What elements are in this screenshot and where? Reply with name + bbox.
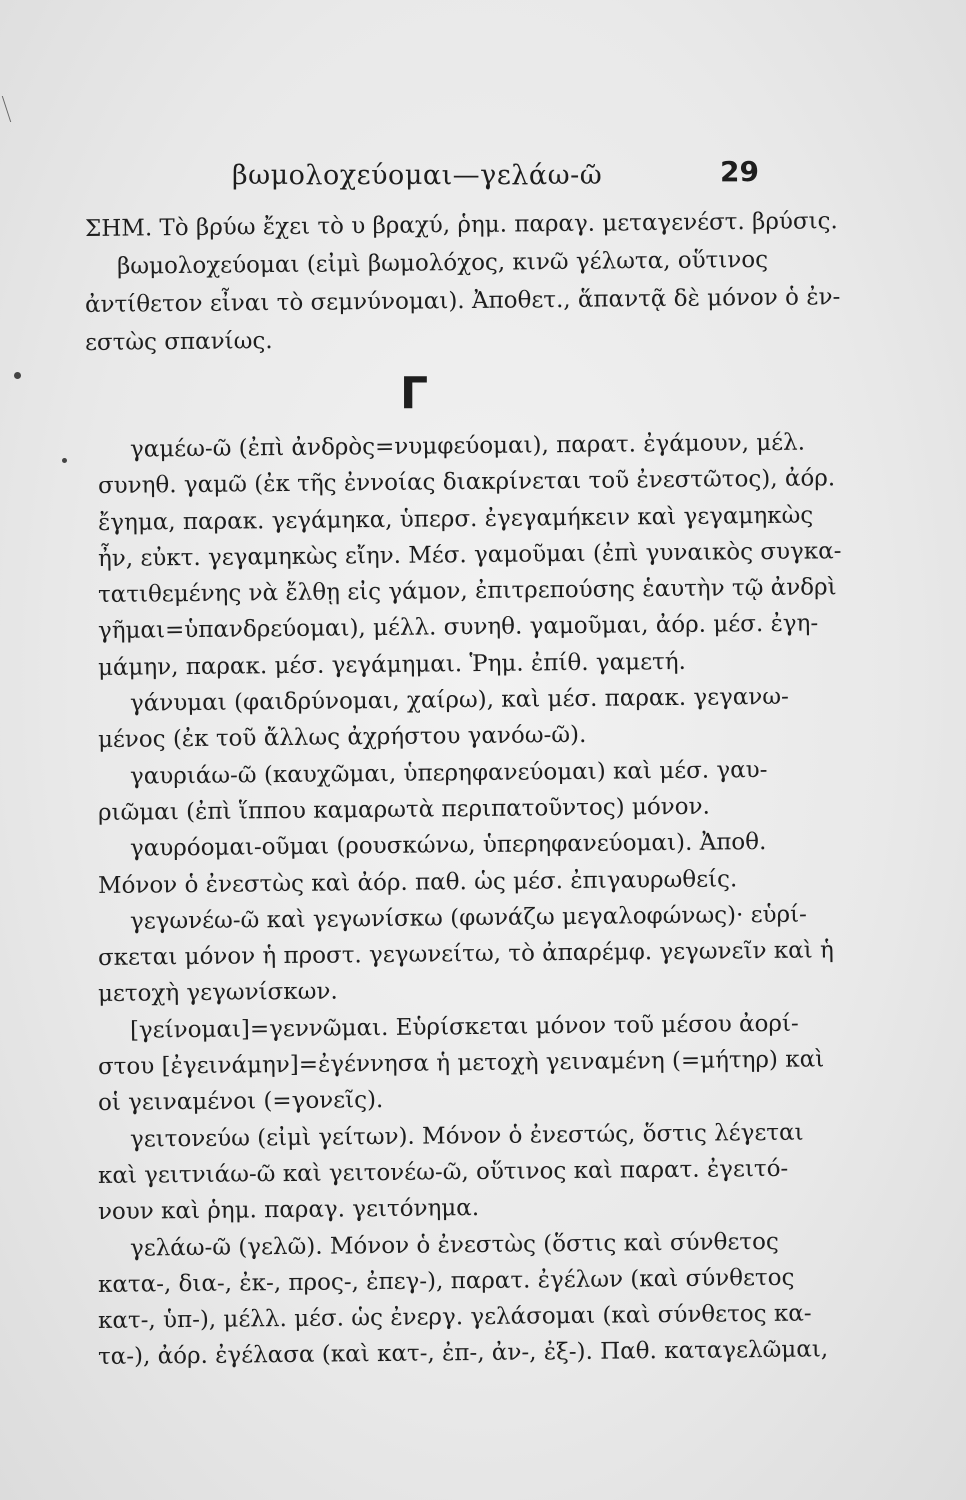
text-line: ριῶμαι (ἐπὶ ἵππου καμαρωτὰ περιπατοῦντος) μόνον. xyxy=(97,793,711,826)
text-line: στου [ἐγεινάμην]=ἐγέννησα ἡ μετοχὴ γειναμένη (=μήτηρ) καὶ xyxy=(97,1046,825,1081)
top-paragraph xyxy=(85,210,875,362)
margin-crease-mark xyxy=(2,96,21,122)
dictionary-entries xyxy=(97,429,888,1376)
text-line: ἔγημα, παρακ. γεγάμηκα, ὑπερσ. ἐγεγαμήκειν καὶ γεγαμηκὼς xyxy=(97,502,814,536)
entry-line: [γείνομαι]=γεννῶμαι. Εὑρίσκεται μόνον τοῦ μέσου ἀορί- xyxy=(129,1010,799,1044)
text-line: μάμην, παρακ. μέσ. γεγάμημαι. Ῥημ. ἐπίθ. γαμετή. xyxy=(97,648,687,681)
entry-line: γάνυμαι (φαιδρύνομαι, χαίρω), καὶ μέσ. παρακ. γεγανω- xyxy=(129,683,790,717)
text-line: εστὼς σπανίως. xyxy=(84,328,273,356)
text-line: κατα-, δια-, ἐκ-, προς-, ἐπεγ-), παρατ. ἐγέλων (καὶ σύνθετος xyxy=(97,1264,795,1298)
page-number: 29 xyxy=(720,155,759,188)
entry-line: γειτονεύω (εἰμὶ γείτων). Μόνον ὁ ἐνεστώς, ὅστις λέγεται xyxy=(129,1119,804,1153)
text-line: τατιθεμένης νὰ ἔλθῃ εἰς γάμον, ἐπιτρεπούσης ἑαυτὴν τῷ ἀνδρὶ xyxy=(97,574,837,609)
entry-line: γαμέω-ῶ (ἐπὶ ἀνδρὸς=νυμφεύομαι), παρατ. ἐγάμουν, μέλ. xyxy=(129,429,806,463)
entry-line: γαυριάω-ῶ (καυχῶμαι, ὑπερηφανεύομαι) καὶ μέσ. γαυ- xyxy=(129,756,768,790)
text-line: ἦν, εὐκτ. γεγαμηκὼς εἴην. Μέσ. γαμοῦμαι (ἐπὶ γυναικὸς συγκα- xyxy=(97,538,842,572)
text-line: οἱ γειναμένοι (=γονεῖς). xyxy=(97,1087,384,1117)
entry-line: γαυρόομαι-οῦμαι (ρουσκώνω, ὑπερηφανεύομαι). Ἀποθ. xyxy=(129,829,767,862)
text-line: τα-), ἀόρ. ἐγέλασα (καὶ κατ-, ἐπ-, ἀν-, ἐξ-). Παθ. καταγελῶμαι, xyxy=(97,1336,829,1371)
entry-line: βωμολοχεύομαι (εἰμὶ βωμολόχος, κινῶ γέλωτα, οὕτινος xyxy=(116,246,769,280)
text-line: συνηθ. γαμῶ (ἐκ τῆς ἐννοίας διακρίνεται τοῦ ἐνεστῶτος), ἀόρ. xyxy=(97,465,836,500)
text-line: ἀντίθετον εἶναι τὸ σεμνύνομαι). Ἀποθετ., ἅπαντᾷ δὲ μόνον ὁ ἐν- xyxy=(84,284,841,318)
entry-line: γελάω-ῶ (γελῶ). Μόνον ὁ ἐνεστὼς (ὅστις καὶ σύνθετος xyxy=(129,1228,779,1262)
text-line: Μόνον ὁ ἐνεστὼς καὶ ἀόρ. παθ. ὡς μέσ. ἐπιγαυρωθείς. xyxy=(97,865,738,899)
text-line: καὶ γειτνιάω-ῶ καὶ γειτονέω-ῶ, οὕτινος καὶ παρατ. ἐγειτό- xyxy=(97,1155,789,1189)
section-letter-heading: Γ xyxy=(400,368,429,419)
text-line: σκεται μόνον ἡ προστ. γεγωνείτω, τὸ ἀπαρέμφ. γεγωνεῖν καὶ ἡ xyxy=(97,937,834,972)
text-line: κατ-, ὑπ-), μέλλ. μέσ. ὡς ἐνεργ. γελάσομαι (καὶ σύνθετος κα- xyxy=(97,1300,812,1335)
text-line: ΣΗΜ. Τὸ βρύω ἔχει τὸ υ βραχύ, ῥημ. παραγ. μεταγενέστ. βρύσις. xyxy=(84,208,838,242)
entry-line: γεγωνέω-ῶ καὶ γεγωνίσκω (φωνάζω μεγαλοφώνως)· εὑρί- xyxy=(129,901,808,935)
ink-dot-mark xyxy=(14,372,21,379)
running-head: βωμολοχεύομαι—γελάω-ῶ xyxy=(232,160,603,191)
text-line: μένος (ἐκ τοῦ ἄλλως ἀχρήστου γανόω-ῶ). xyxy=(97,722,587,754)
text-line: γῆμαι=ὑπανδρεύομαι), μέλλ. συνηθ. γαμοῦμαι, ἀόρ. μέσ. ἐγη- xyxy=(97,610,819,645)
ink-dot-mark xyxy=(62,458,67,463)
text-line: μετοχὴ γεγωνίσκων. xyxy=(97,978,338,1008)
text-line: νουν καὶ ῥημ. παραγ. γειτόνημα. xyxy=(97,1195,480,1226)
